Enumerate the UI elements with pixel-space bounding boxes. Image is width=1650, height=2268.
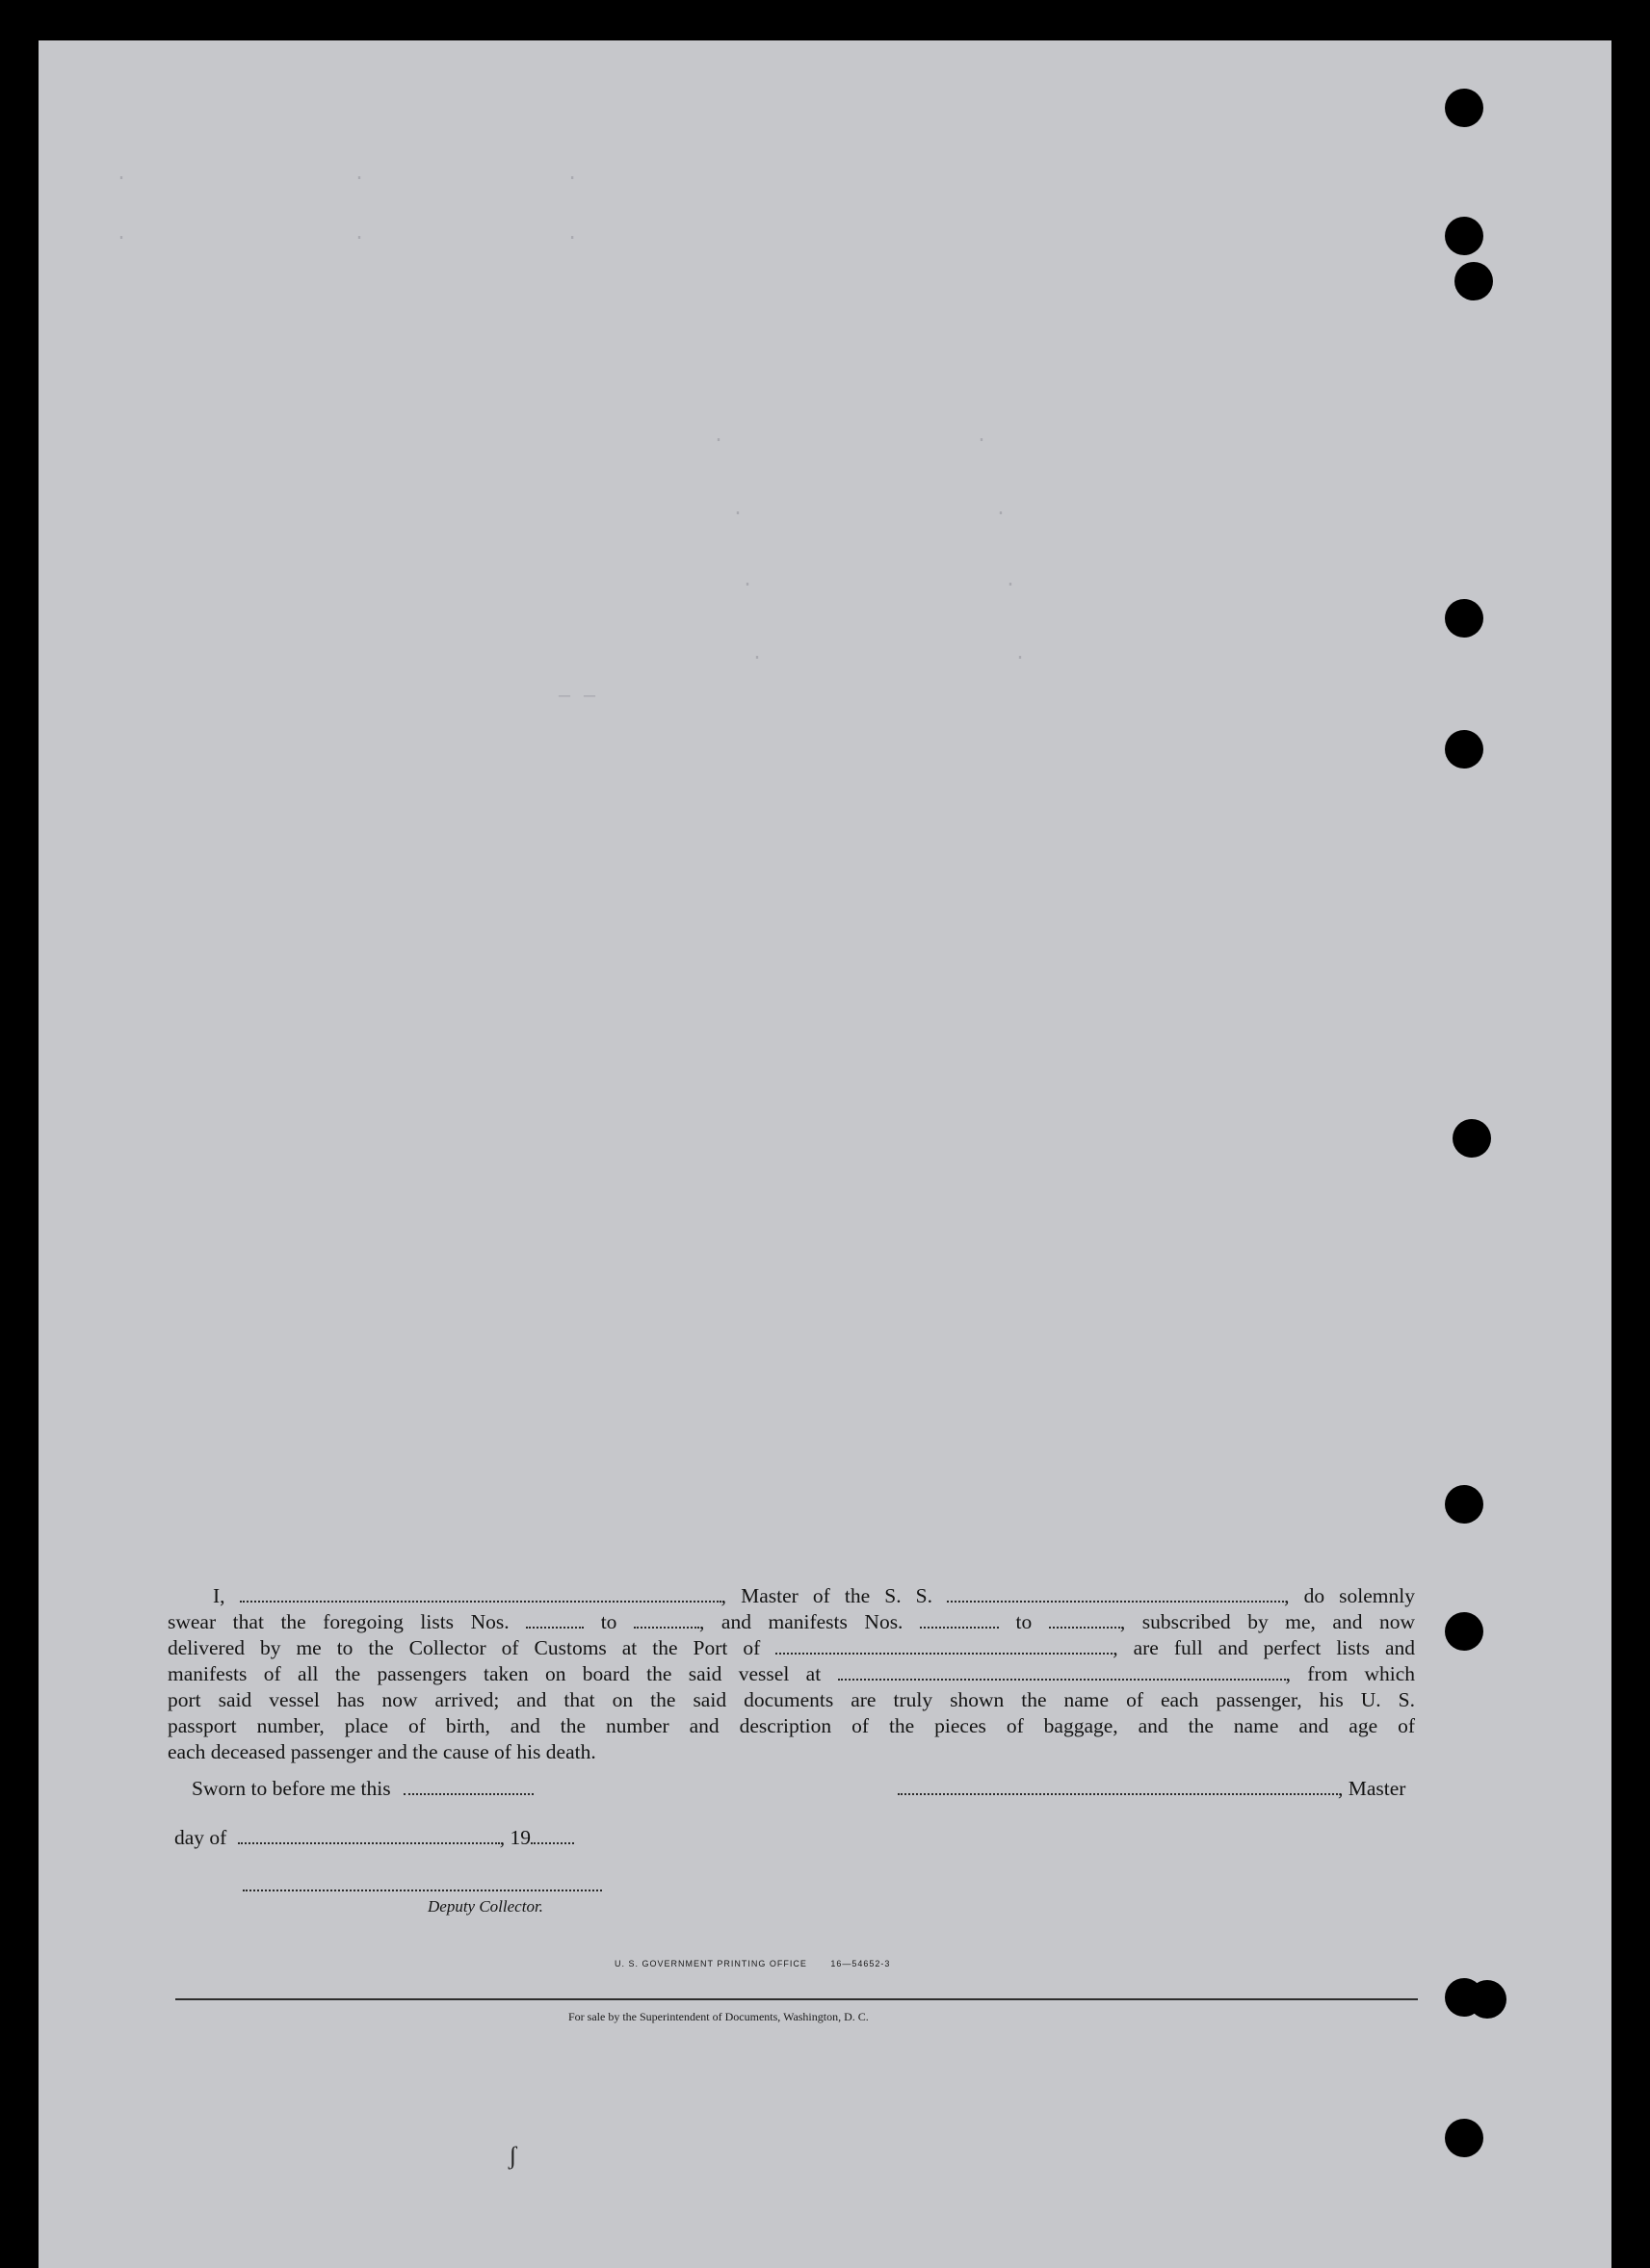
- master-label: , Master: [1338, 1777, 1406, 1800]
- printing-office-imprint: U. S. GOVERNMENT PRINTING OFFICE 16—54652-3: [615, 1959, 891, 1968]
- vessel-name-blank[interactable]: [947, 1585, 1284, 1603]
- bleed-through-mark: . .: [742, 570, 1018, 592]
- bleed-through-mark: . .: [751, 643, 1028, 665]
- form-code: 16—54652-3: [830, 1959, 891, 1968]
- oath-line: delivered by me to the Collector of Customs at the Port of , are full and perfect lists and: [168, 1636, 1416, 1659]
- oath-line: each deceased passenger and the cause of his death.: [168, 1740, 596, 1763]
- bleed-through-mark: . .: [713, 426, 989, 448]
- oath-line: manifests of all the passengers taken on board the said vessel at , from which: [168, 1662, 1416, 1685]
- punch-hole: [1445, 2119, 1483, 2157]
- sale-notice: For sale by the Superintendent of Documents, Washington, D. C.: [568, 2010, 869, 2023]
- month-blank[interactable]: [238, 1827, 500, 1844]
- footer-rule: [175, 1998, 1418, 2000]
- punch-hole: [1445, 1612, 1483, 1651]
- punch-hole: [1468, 1980, 1506, 2019]
- deputy-collector-label: Deputy Collector.: [428, 1897, 543, 1916]
- embarkation-port-blank[interactable]: [838, 1663, 1286, 1681]
- sworn-date-blank[interactable]: [404, 1778, 534, 1795]
- punch-hole: [1454, 262, 1493, 300]
- manifest-to-blank[interactable]: [1049, 1611, 1120, 1629]
- punch-hole: [1445, 1485, 1483, 1524]
- punch-hole: [1445, 730, 1483, 769]
- master-signature-blank[interactable]: [898, 1778, 1338, 1795]
- punch-hole: [1445, 89, 1483, 127]
- year-label: , 19: [499, 1826, 531, 1849]
- master-name-blank[interactable]: [240, 1585, 721, 1603]
- manifest-from-blank[interactable]: [920, 1611, 999, 1629]
- master-oath-paragraph: [168, 1583, 1415, 1765]
- bleed-through-mark: . . .: [116, 223, 580, 246]
- year-blank[interactable]: [531, 1827, 574, 1844]
- master-signature-row: [898, 1777, 1405, 1801]
- sworn-row: [192, 1777, 534, 1801]
- day-of-row: [174, 1826, 574, 1850]
- pencil-mark: ʃ: [509, 2142, 517, 2170]
- list-from-blank[interactable]: [526, 1611, 584, 1629]
- punch-hole: [1445, 599, 1483, 638]
- day-of-label: day of: [174, 1826, 227, 1849]
- oath-line: I, , Master of the S. S. , do solemnly: [213, 1584, 1415, 1607]
- deputy-signature-blank[interactable]: [243, 1874, 602, 1891]
- bleed-through-mark: — —: [559, 686, 597, 708]
- oath-line: port said vessel has now arrived; and that on the said documents are truly shown the name of each passenger, his U. S.: [168, 1688, 1415, 1711]
- punch-hole: [1453, 1119, 1491, 1158]
- bleed-through-mark: . . .: [116, 164, 580, 186]
- sworn-label: Sworn to before me this: [192, 1777, 391, 1800]
- oath-line: swear that the foregoing lists Nos. to , and manifests Nos. to , subscribed by me, and now: [168, 1610, 1416, 1633]
- list-to-blank[interactable]: [634, 1611, 699, 1629]
- punch-hole: [1445, 217, 1483, 255]
- form-sheet: [39, 40, 1611, 2268]
- oath-line: passport number, place of birth, and the number and description of the pieces of baggage, and the name and age of: [168, 1714, 1415, 1737]
- bleed-through-mark: . .: [732, 499, 1008, 521]
- port-name-blank[interactable]: [775, 1637, 1113, 1655]
